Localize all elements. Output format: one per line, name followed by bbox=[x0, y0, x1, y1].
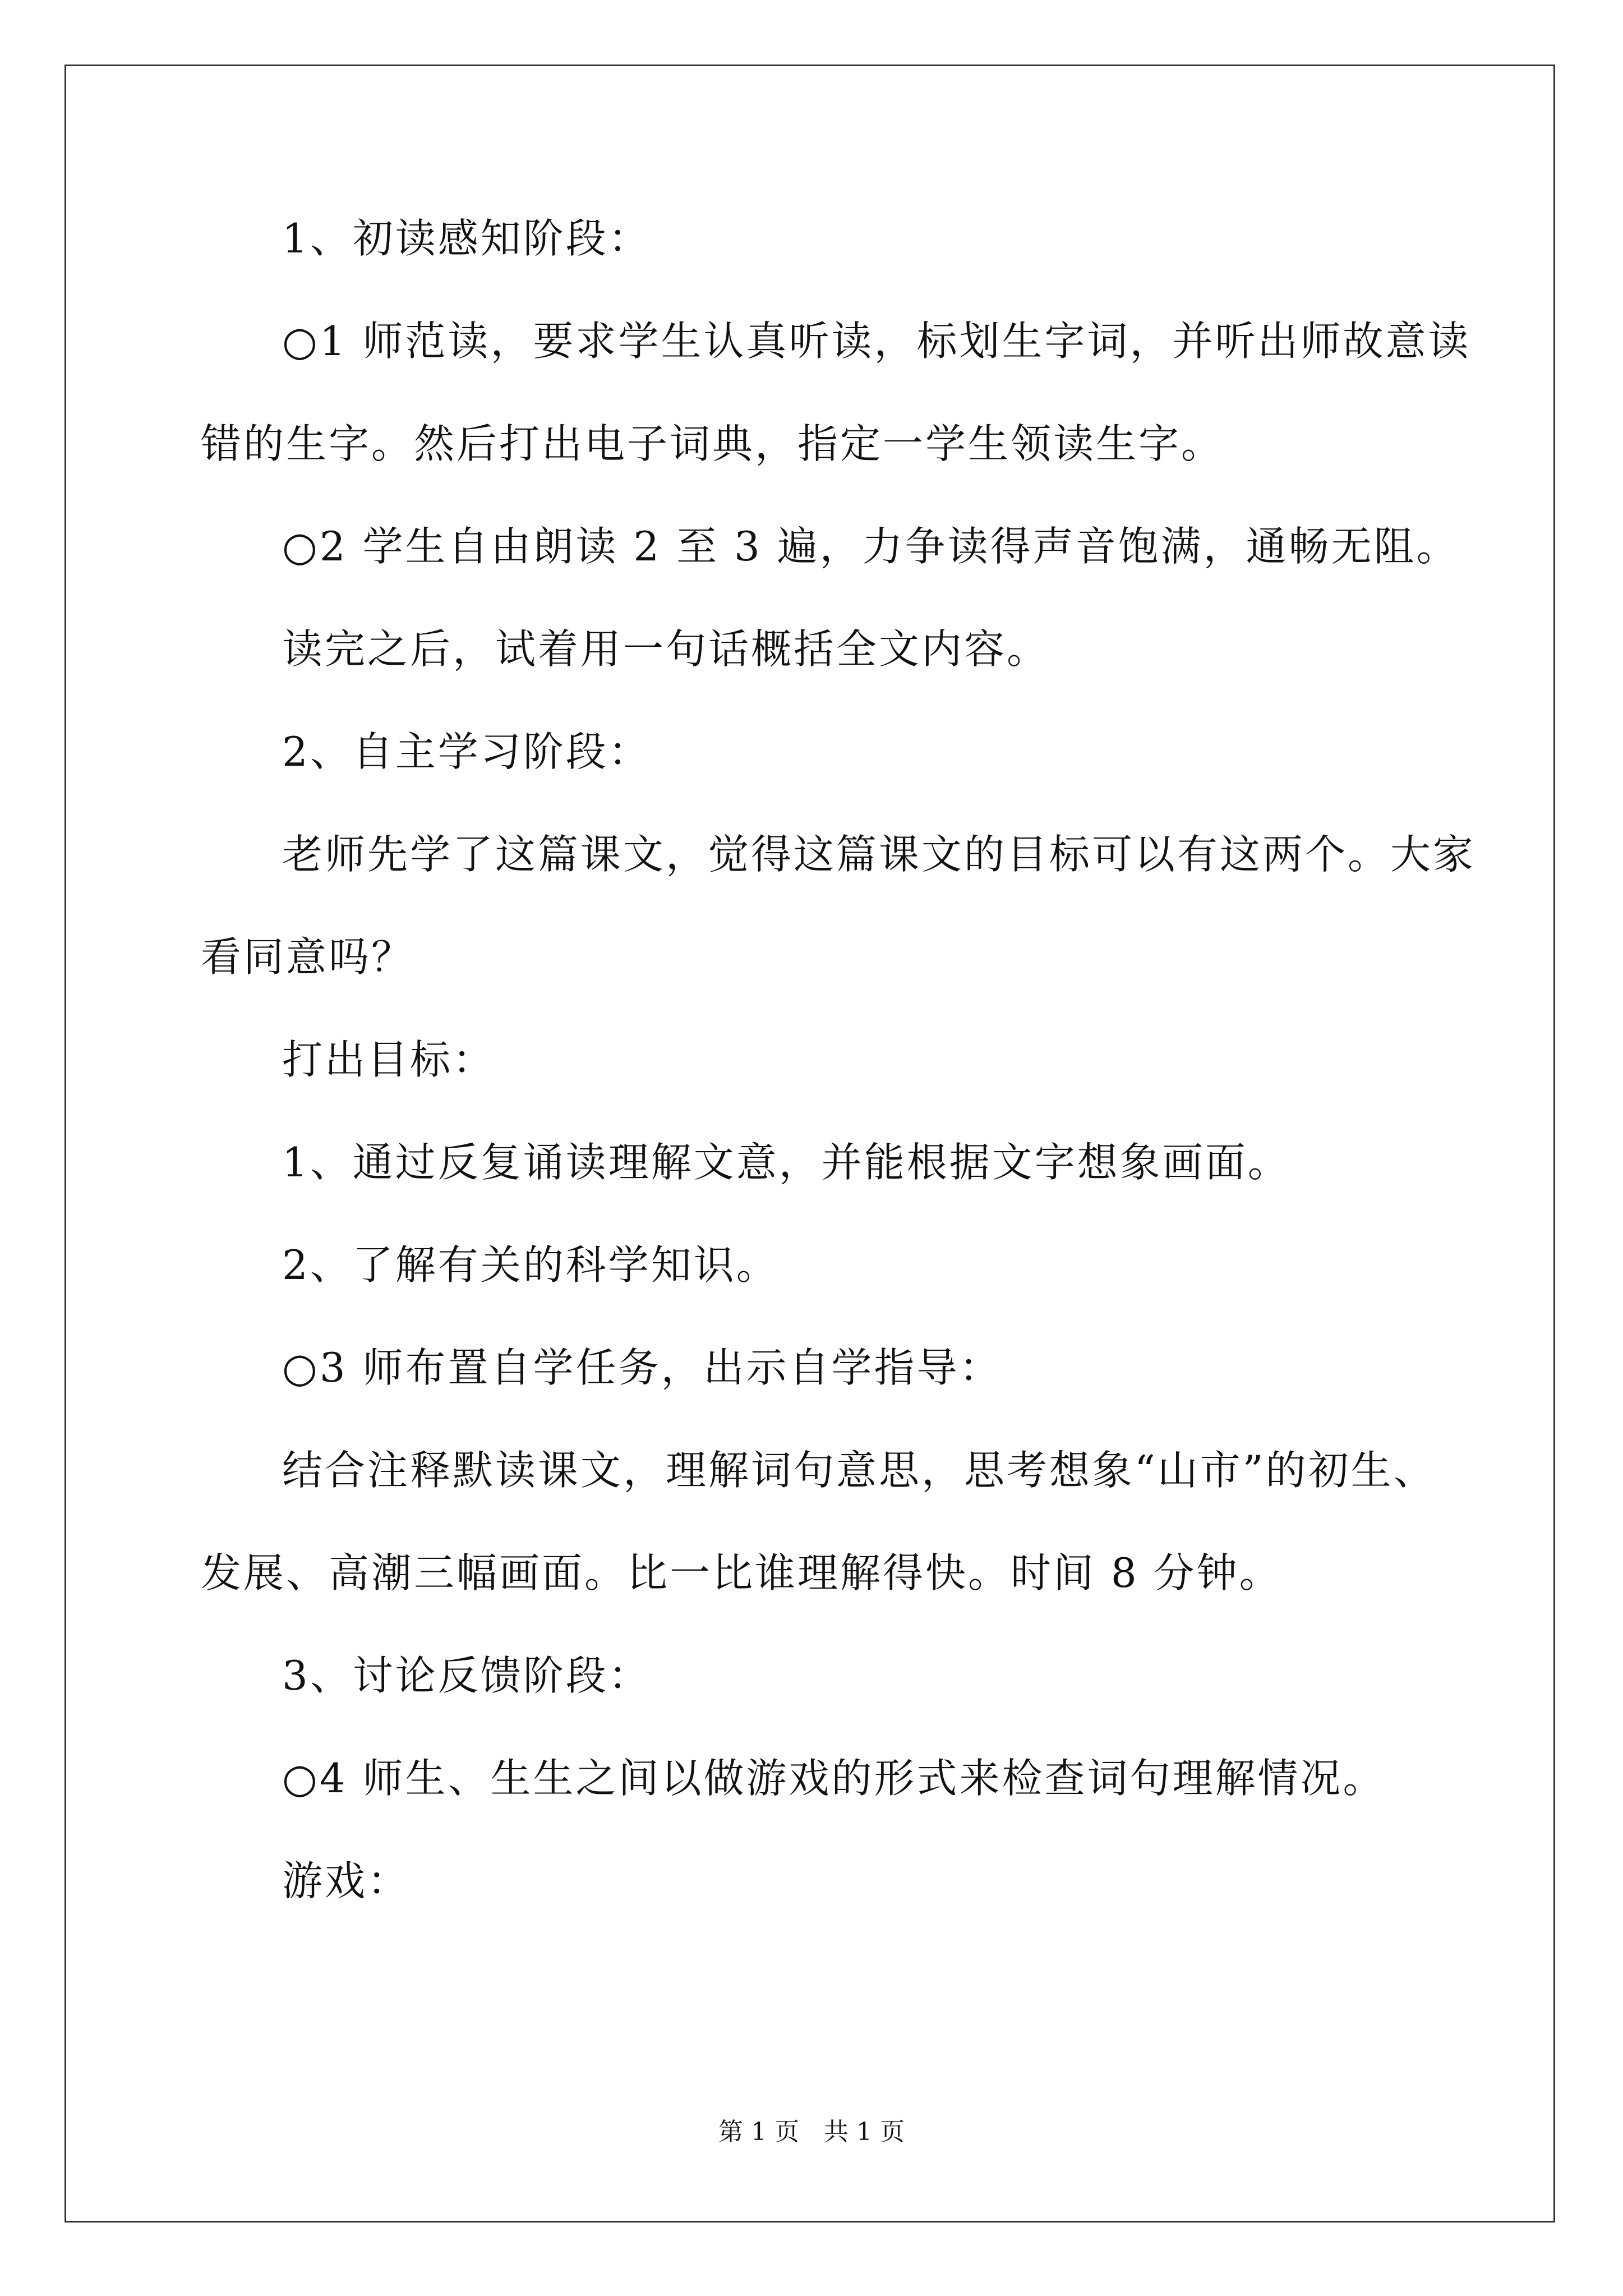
paragraph-line: 结合注释默读课文，理解词句意思，思考想象“山市”的初生、 bbox=[282, 1447, 1436, 1494]
paragraph-line: 3、讨论反馈阶段： bbox=[282, 1652, 651, 1699]
paragraph-line: ○4 师生、生生之间以做游戏的形式来检查词句理解情况。 bbox=[282, 1755, 1386, 1802]
paragraph-line: ○3 师布置自学任务，出示自学指导： bbox=[282, 1344, 1002, 1391]
paragraph-line: ○2 学生自由朗读 2 至 3 遍，力争读得声音饱满，通畅无阻。 bbox=[282, 523, 1459, 570]
page-number-footer: 第 1 页 共 1 页 bbox=[718, 2118, 905, 2146]
paragraph-line: ○1 师范读，要求学生认真听读，标划生字词，并听出师故意读 bbox=[282, 318, 1471, 365]
paragraph-line: 2、了解有关的科学知识。 bbox=[282, 1241, 779, 1289]
paragraph-line: 读完之后，试着用一句话概括全文内容。 bbox=[282, 625, 1050, 673]
paragraph-line: 游戏： bbox=[282, 1857, 411, 1904]
paragraph-line: 错的生字。然后打出电子词典，指定一学生领读生字。 bbox=[201, 420, 1224, 467]
paragraph-line: 1、通过反复诵读理解文意，并能根据文字想象画面。 bbox=[282, 1139, 1290, 1186]
paragraph-line: 打出目标： bbox=[282, 1036, 496, 1083]
paragraph-line: 1、初读感知阶段： bbox=[282, 215, 651, 262]
paragraph-line: 2、自主学习阶段： bbox=[282, 728, 651, 775]
paragraph-line: 看同意吗？ bbox=[201, 933, 414, 981]
paragraph-line: 老师先学了这篇课文，觉得这篇课文的目标可以有这两个。大家 bbox=[282, 831, 1476, 878]
paragraph-line: 发展、高潮三幅画面。比一比谁理解得快。时间 8 分钟。 bbox=[201, 1549, 1282, 1596]
